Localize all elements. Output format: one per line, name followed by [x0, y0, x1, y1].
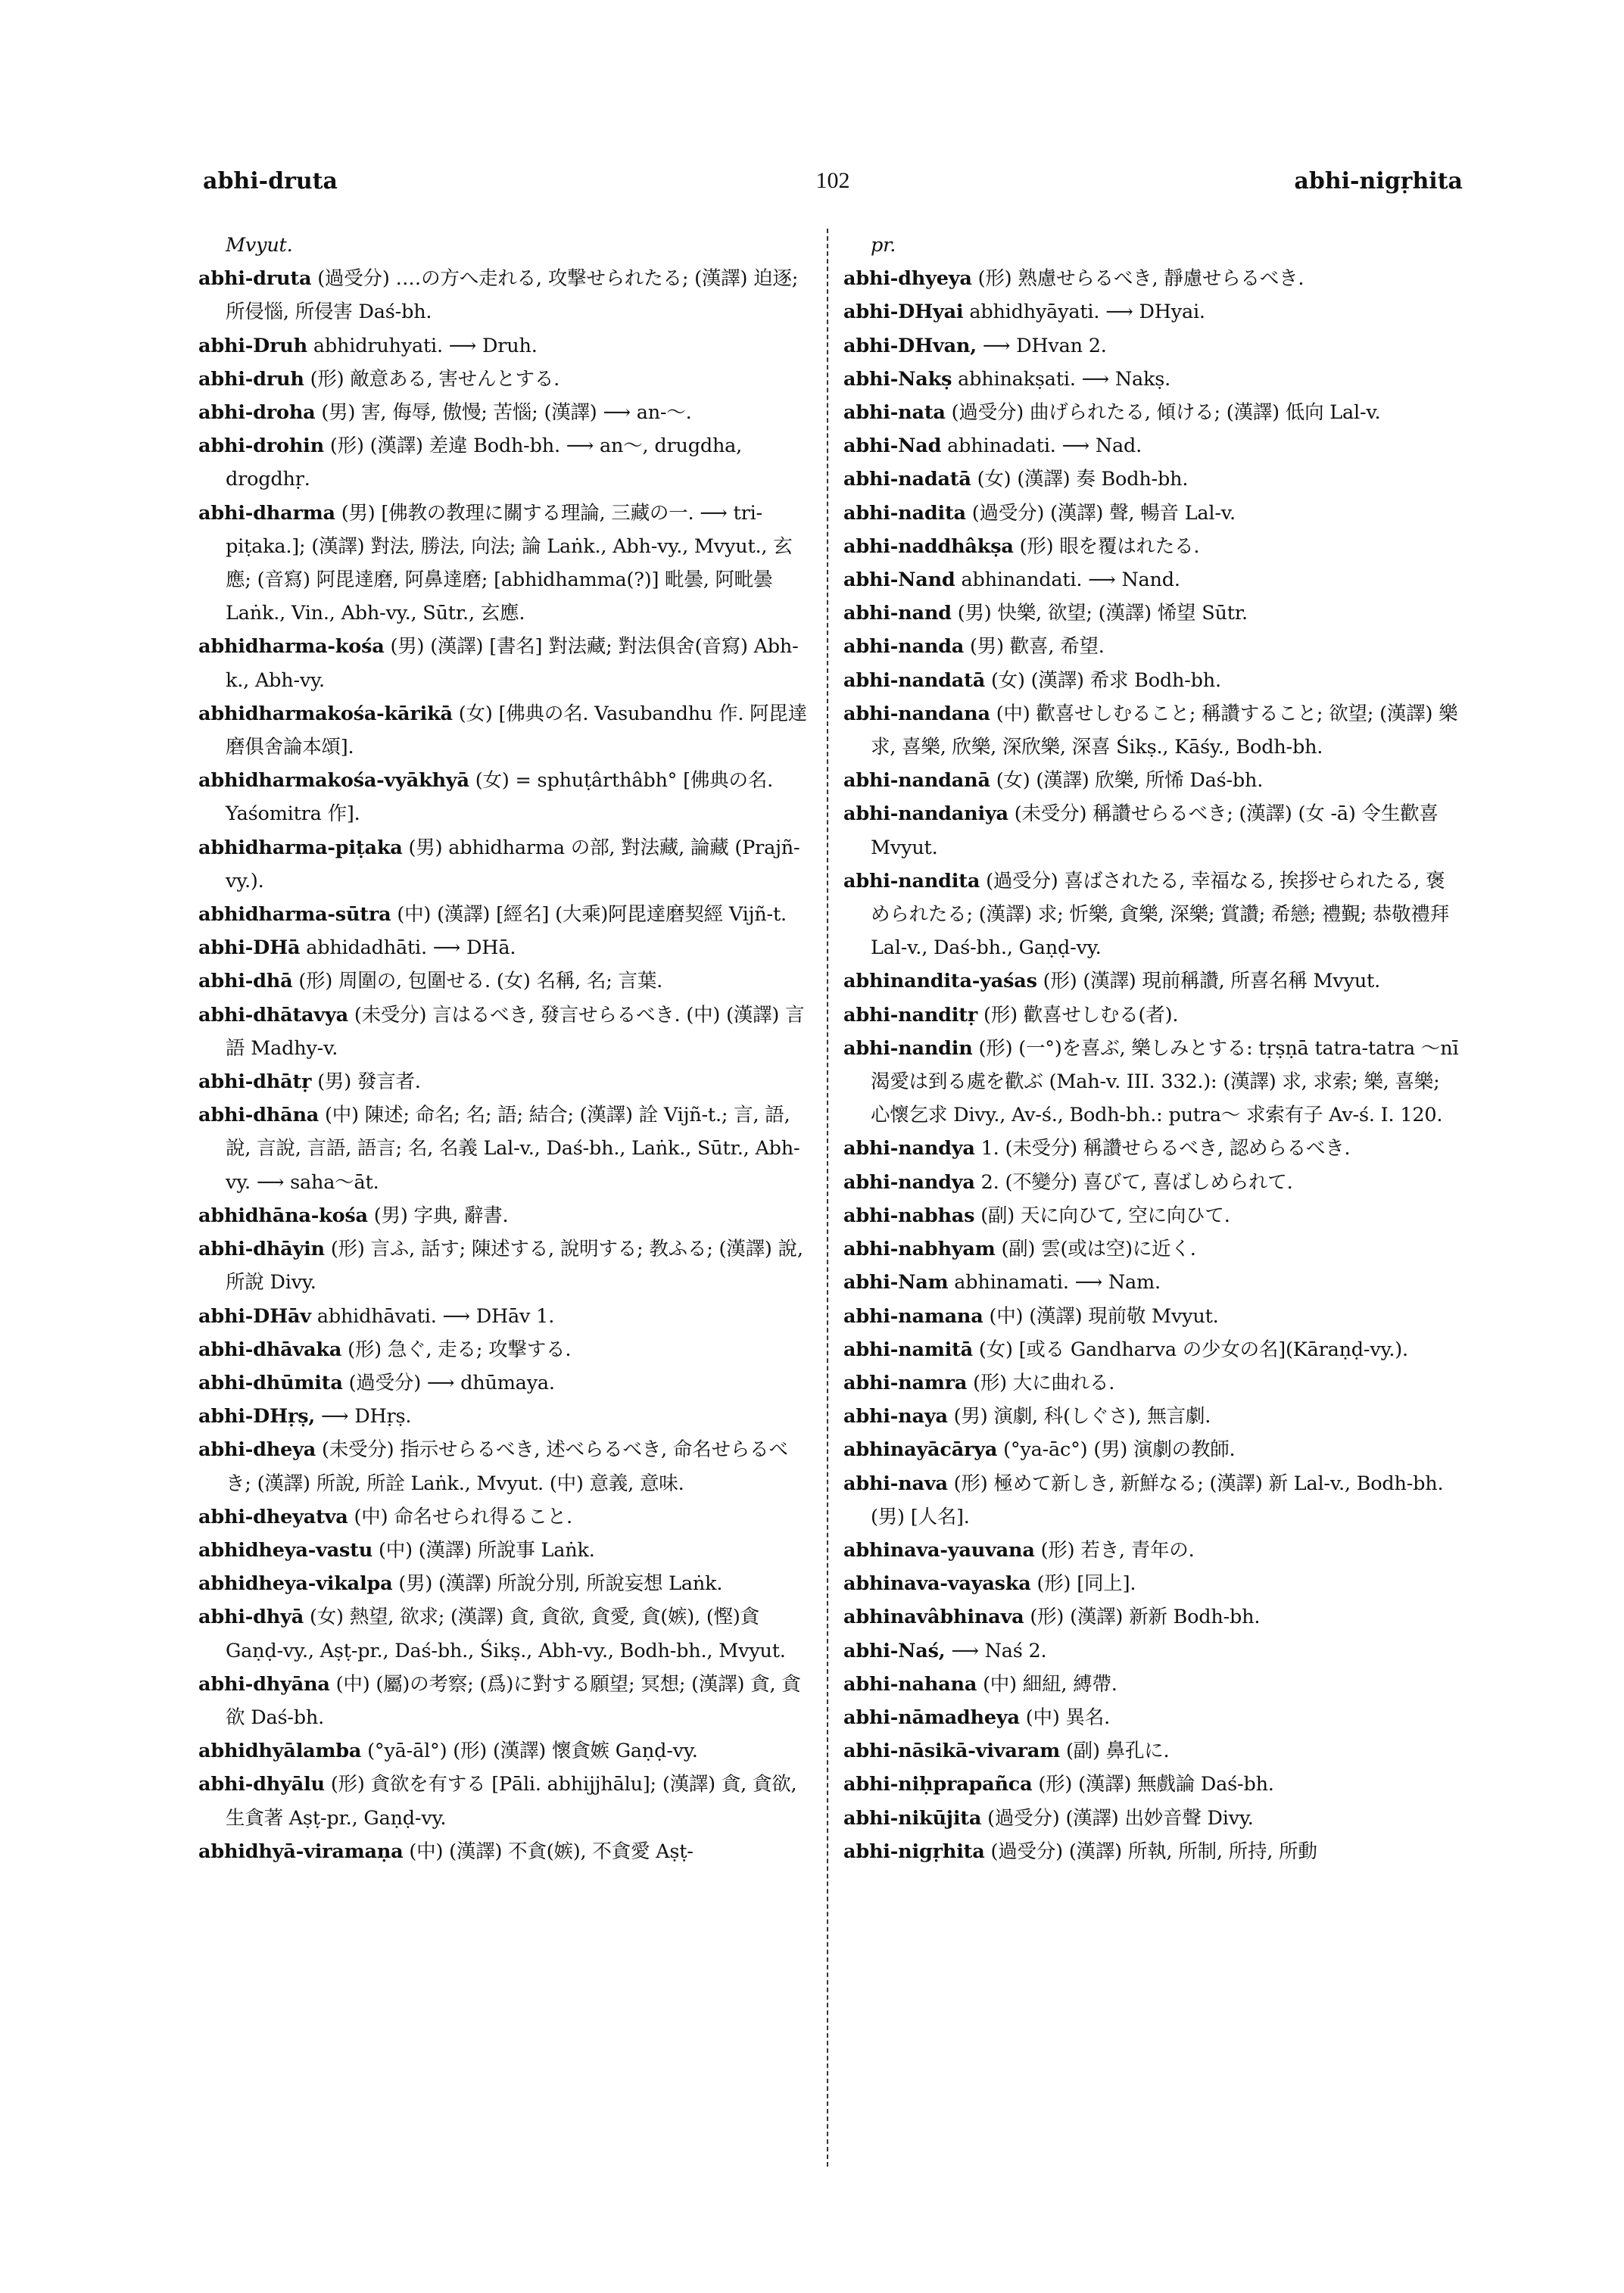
grammar-label: (形)	[329, 435, 364, 458]
headword: abhidharma-kośa	[198, 635, 385, 659]
dictionary-entry	[843, 697, 1463, 764]
dictionary-entry	[843, 865, 1463, 965]
headword: abhi-Nad	[843, 435, 942, 458]
headword: abhi-dhāna	[198, 1104, 320, 1127]
definition: (漢譯) 現前稱讚, 所喜名稱 Mvyut.	[1083, 970, 1381, 993]
dictionary-entry	[843, 1032, 1463, 1132]
dictionary-entry	[198, 831, 812, 898]
dictionary-entry	[198, 1065, 812, 1098]
dictionary-entry	[843, 1534, 1463, 1567]
dictionary-entry	[843, 1668, 1463, 1701]
left-column	[198, 229, 812, 2151]
dictionary-entry	[843, 1199, 1463, 1232]
dictionary-entry	[843, 463, 1463, 496]
dictionary-entry	[843, 664, 1463, 697]
definition: 陳述; 命名; 名; 語; 結合; (漢譯) 詮 Vijñ-t.; 言, 語, 說, 言說, 言語, 語言; 名, 名義 Lal-v., Daś-bh., Laṅk., Sūtr., Abh-vy. ⟶ saha～āt.	[226, 1104, 800, 1194]
headword: abhi-nandatā	[843, 668, 986, 692]
definition: (漢譯) 無戲論 Daś-bh.	[1078, 1773, 1274, 1796]
headword: abhi-nandya	[843, 1170, 975, 1194]
definition: 言はるべき, 發言せらるべき. (中) (漢譯) 言語 Madhy-v.	[226, 1003, 805, 1060]
headword: abhi-DHāv	[198, 1304, 311, 1328]
grammar-label: (男)	[341, 501, 376, 525]
dictionary-entry	[198, 630, 812, 696]
definition: 雲(或は空)に近く.	[1041, 1238, 1196, 1261]
definition: abhidhyāyati. ⟶ DHyai.	[969, 301, 1205, 324]
grammar-label: (女)	[977, 468, 1011, 491]
headword: abhi-dhyā	[198, 1606, 304, 1629]
definition: (漢譯) 欣樂, 所悕 Daś-bh.	[1036, 769, 1264, 793]
headword: abhi-druta	[198, 267, 312, 291]
definition: ⟶ DHṛṣ.	[320, 1405, 412, 1428]
dictionary-entry	[843, 1567, 1463, 1600]
dictionary-entry	[198, 1835, 812, 1868]
dictionary-entry	[843, 1467, 1463, 1534]
grammar-label: (°yā-āl°) (形)	[367, 1740, 488, 1763]
grammar-label: (形)	[298, 970, 333, 993]
definition: [同上].	[1077, 1572, 1136, 1596]
definition: [佛教の教理に關する理論, 三藏の一. ⟶ tri-piṭaka.]; (漢譯) 對法, 勝法, 向法; 論 Laṅk., Abh-vy., Mvyut., 玄應; (音寫) 阿毘達磨, 阿鼻達磨; [abhidhamma(?)] 毗曇, 阿毗曇 Laṅk., Vin., Abh-vy., Sūtr., 玄應.	[226, 501, 793, 625]
grammar-label: (未受分)	[322, 1438, 394, 1462]
headword: abhi-dhyeya	[843, 267, 972, 291]
grammar-label: (未受分)	[354, 1003, 427, 1027]
dictionary-entry	[198, 1300, 812, 1333]
headword: abhi-dhā	[198, 970, 293, 993]
dictionary-entry	[198, 1668, 812, 1734]
grammar-label: 2. (不變分)	[980, 1170, 1077, 1194]
dictionary-entry	[198, 262, 812, 329]
definition: abhinakṣati. ⟶ Nakṣ.	[958, 367, 1171, 391]
grammar-label: (形)	[953, 1472, 988, 1495]
headword: abhi-dhāyin	[198, 1238, 325, 1261]
headword: abhi-namra	[843, 1371, 968, 1394]
grammar-label: (過受分)	[951, 401, 1024, 425]
grammar-label: (女)	[458, 702, 493, 725]
definition: 周圍の, 包圍せる. (女) 名稱, 名; 言葉.	[338, 970, 663, 993]
definition: 鼻孔に.	[1105, 1740, 1170, 1763]
definition: 急ぐ, 走る; 攻撃する.	[387, 1338, 572, 1361]
definition: [或る Gandharva の少女の名](Kāraṇḍ-vy.).	[1018, 1338, 1408, 1361]
headword: abhi-drohin	[198, 435, 325, 458]
dictionary-entry	[843, 1433, 1463, 1466]
definition: 命名せられ得ること.	[394, 1505, 572, 1528]
definition: abhinamati. ⟶ Nam.	[954, 1271, 1161, 1294]
grammar-label: (中)	[989, 1304, 1024, 1328]
dictionary-entry	[198, 1433, 812, 1500]
dictionary-entry	[843, 1835, 1463, 1868]
page-number: 102	[815, 168, 850, 193]
grammar-label: (形)	[983, 1003, 1018, 1027]
headword: abhi-nabhyam	[843, 1238, 996, 1261]
grammar-label: (女)	[990, 668, 1025, 692]
headword: abhi-DHyai	[843, 301, 964, 324]
headword: abhi-nandana	[843, 702, 990, 725]
dictionary-entry	[843, 1266, 1463, 1299]
grammar-label: (男)	[957, 602, 992, 625]
dictionary-entry	[843, 1802, 1463, 1835]
definition: (漢譯) 奏 Bodh-bh.	[1017, 468, 1189, 491]
headword: abhi-nanditṛ	[843, 1003, 978, 1027]
definition: 歡喜せしむること; 稱讚すること; 欲望; (漢譯) 樂求, 喜樂, 欣樂, 深欣樂, 深喜 Śikṣ., Kāśy., Bodh-bh.	[871, 702, 1458, 759]
grammar-label: (形)	[310, 367, 344, 391]
dictionary-entry	[198, 1500, 812, 1534]
definition: 演劇, 科(しぐさ), 無言劇.	[993, 1405, 1211, 1428]
definition: 細紐, 縛帶.	[1022, 1672, 1117, 1696]
dictionary-entry	[843, 1634, 1463, 1668]
grammar-label: (形)	[348, 1338, 382, 1361]
dictionary-entry	[843, 1600, 1463, 1634]
dictionary-entry	[843, 396, 1463, 429]
dictionary-entry	[843, 764, 1463, 797]
definition: abhidhāvati. ⟶ DHāv 1.	[316, 1304, 555, 1328]
grammar-label: (中)	[409, 1840, 444, 1863]
headword: abhi-niḥprapañca	[843, 1773, 1033, 1796]
headword: abhi-DHṛṣ,	[198, 1405, 316, 1428]
grammar-label: (男)	[390, 635, 425, 659]
definition: (漢譯) 不貪(嫉), 不貪愛 Aṣṭ-	[449, 1840, 694, 1863]
grammar-label: (女)	[996, 769, 1030, 793]
definition: (漢譯) 所說分別, 所說妄想 Laṅk.	[438, 1572, 723, 1596]
definition: (漢譯) 差違 Bodh-bh. ⟶ an～, drugdha, drogdhṛ.	[226, 435, 743, 491]
definition: (漢譯) 出妙音聲 Divy.	[1065, 1806, 1254, 1830]
headword: abhi-Nam	[843, 1271, 949, 1294]
headword: abhi-Nand	[843, 569, 955, 592]
headword: abhi-Naś,	[843, 1639, 946, 1662]
headword: abhi-dhyāna	[198, 1672, 330, 1696]
headword: abhi-DHvan,	[843, 334, 977, 357]
headword: abhi-nikūjita	[843, 1806, 982, 1830]
dictionary-entry	[843, 630, 1463, 663]
headword: abhi-nandita	[843, 869, 980, 893]
definition: 大に曲れる.	[1012, 1371, 1115, 1394]
definition: 演劇の教師.	[1133, 1438, 1236, 1462]
definition: (漢譯) [經名] (大乘)阿毘達磨契經 Vijñ-t.	[437, 903, 787, 927]
dictionary-entry	[198, 497, 812, 631]
dictionary-entry	[198, 1232, 812, 1299]
headword: abhi-nahana	[843, 1672, 977, 1696]
grammar-label: (形)	[1019, 534, 1054, 558]
definition: ⟶ dhūmaya.	[426, 1371, 555, 1394]
headword: abhi-nand	[843, 602, 952, 625]
definition: abhidharma の部, 對法藏, 論藏 (Prajñ-vy.).	[226, 836, 800, 893]
grammar-label: (女)	[978, 1338, 1013, 1361]
dictionary-entry	[198, 329, 812, 363]
grammar-label: (形)	[1030, 1606, 1064, 1629]
grammar-label: (中)	[983, 1672, 1017, 1696]
grammar-label: (形)	[973, 1371, 1007, 1394]
definition: (一°)を喜ぶ, 樂しみとする: tṛṣṇā tatra-tatra ～nī 渴愛は到る處を歡ぶ (Mah-v. III. 332.): (漢譯) 求, 求索; 樂, 喜樂; 心懷乞求 Divy., Av-ś., Bodh-bh.: putra～ 求索有子 Av-ś. I. 120.	[871, 1036, 1459, 1127]
grammar-label: (副)	[1065, 1740, 1100, 1763]
definition: 貪欲を有する [Pāli. abhijjhālu]; (漢譯) 貪, 貪欲, 生貪著 Aṣṭ-pr., Gaṇḍ-vy.	[226, 1773, 797, 1830]
definition: = sphuṭârthâbh° [佛典の名. Yaśomitra 作].	[226, 769, 773, 826]
definition: 極めて新しき, 新鮮なる; (漢譯) 新 Lal-v., Bodh-bh. (男) [人名].	[871, 1472, 1444, 1528]
dictionary-entry	[843, 295, 1463, 329]
grammar-label: (過受分)	[987, 1806, 1060, 1830]
grammar-label: (中)	[1025, 1706, 1060, 1729]
headword: abhinava-vayaska	[843, 1572, 1031, 1596]
grammar-label: (形)	[1043, 970, 1077, 993]
dictionary-entry	[843, 1701, 1463, 1734]
dictionary-entry	[198, 396, 812, 429]
headword: abhi-dheya	[198, 1438, 316, 1462]
grammar-label: (形)	[978, 1036, 1013, 1060]
dictionary-entry	[198, 931, 812, 964]
headword: abhi-nandaniya	[843, 802, 1008, 826]
definition: 言ふ, 話す; 陳述する, 說明する; 教ふる; (漢譯) 說, 所說 Divy.	[226, 1238, 803, 1294]
dictionary-entry	[843, 597, 1463, 630]
dictionary-entry	[198, 1098, 812, 1199]
headword: abhi-naya	[843, 1405, 948, 1428]
dictionary-entry	[843, 1166, 1463, 1199]
headword: abhi-dharma	[198, 501, 335, 525]
definition: abhinadati. ⟶ Nad.	[947, 435, 1142, 458]
dictionary-entry	[843, 563, 1463, 597]
headword: abhinava-yauvana	[843, 1538, 1035, 1562]
headword: abhi-dhātavya	[198, 1003, 348, 1027]
grammar-label: (形)	[977, 267, 1012, 291]
headword: abhinayācārya	[843, 1438, 998, 1462]
grammar-label: (男)	[953, 1405, 988, 1428]
dictionary-entry	[843, 964, 1463, 998]
dictionary-entry	[198, 764, 812, 830]
definition: 稱讚せらるべき, 認めらるべき.	[1083, 1137, 1351, 1161]
headword: abhi-dheyatva	[198, 1505, 348, 1528]
dictionary-entry	[198, 964, 812, 998]
dictionary-entry	[198, 1600, 812, 1667]
headword: abhi-namitā	[843, 1338, 973, 1361]
continuation-text: pr.	[871, 234, 896, 257]
dictionary-entry	[843, 530, 1463, 563]
column-divider	[827, 229, 828, 2167]
headword: abhidharma-piṭaka	[198, 836, 403, 859]
dictionary-entry	[198, 898, 812, 931]
definition: 敵意ある, 害せんとする.	[350, 367, 560, 391]
headword: abhi-dhyālu	[198, 1773, 325, 1796]
grammar-label: (男)	[398, 1572, 433, 1596]
definition: 歡喜せしむる(者).	[1023, 1003, 1179, 1027]
grammar-label: (女)	[475, 769, 510, 793]
definition: abhidadhāti. ⟶ DHā.	[306, 936, 516, 960]
dictionary-entry	[198, 1400, 812, 1433]
headword: abhidhyā-viramaṇa	[198, 1840, 404, 1863]
headword: abhidhāna-kośa	[198, 1204, 368, 1227]
headword: abhidheya-vikalpa	[198, 1572, 393, 1596]
headword: abhi-DHā	[198, 936, 301, 960]
definition: 若き, 青年の.	[1080, 1538, 1195, 1562]
definition: (漢譯) 所執, 所制, 所持, 所動	[1068, 1840, 1317, 1863]
dictionary-entry	[198, 1366, 812, 1400]
definition: (漢譯) 聲, 暢音 Lal-v.	[1050, 501, 1236, 525]
headword: abhinandita-yaśas	[843, 970, 1037, 993]
definition: (漢譯) 希求 Bodh-bh.	[1030, 668, 1221, 692]
grammar-label: (過受分)	[990, 1840, 1063, 1863]
headword: abhi-nandanā	[843, 769, 990, 793]
headword: abhidheya-vastu	[198, 1538, 373, 1562]
grammar-label: (男)	[321, 401, 356, 425]
definition: 害, 侮辱, 傲慢; 苦惱; (漢譯) ⟶ an-～.	[361, 401, 692, 425]
headword: abhi-nandin	[843, 1036, 973, 1060]
grammar-label: (中)	[379, 1538, 413, 1562]
grammar-label: (°ya-āc°) (男)	[1003, 1438, 1128, 1462]
grammar-label: (形)	[1040, 1538, 1075, 1562]
dictionary-entry	[198, 429, 812, 496]
dictionary-entry	[198, 1768, 812, 1834]
definition: 指示せらるべき, 述べらるべき, 命名せらるべき; (漢譯) 所說, 所詮 Laṅk., Mvyut. (中) 意義, 意味.	[226, 1438, 788, 1495]
definition: 字典, 辭書.	[413, 1204, 509, 1227]
definition: 天に向ひて, 空に向ひて.	[1020, 1204, 1230, 1227]
running-head-right: abhi-nigṛhita	[1294, 168, 1463, 195]
headword: abhi-nadita	[843, 501, 966, 525]
dictionary-entry	[843, 1768, 1463, 1801]
grammar-label: (過受分)	[348, 1371, 421, 1394]
definition: (漢譯) [書名] 對法藏; 對法俱舍(音寫) Abh-k., Abh-vy.	[226, 635, 799, 692]
headword: abhi-nabhas	[843, 1204, 975, 1227]
dictionary-entry	[843, 1132, 1463, 1165]
definition: (漢譯) 現前敬 Mvyut.	[1029, 1304, 1219, 1328]
definition: 喜ばされたる, 幸福なる, 挨拶せられたる, 褒められたる; (漢譯) 求; 忻樂, 貪樂, 深樂; 賞讚; 希戀; 禮覲; 恭敬禮拜 Lal-v., Daś-bh., Gaṇḍ-vy.	[871, 869, 1450, 960]
definition: ⟶ Naś 2.	[951, 1639, 1047, 1662]
dictionary-entry	[198, 999, 812, 1065]
grammar-label: (中)	[996, 702, 1030, 725]
grammar-label: (男)	[373, 1204, 408, 1227]
definition: 喜びて, 喜ばしめられて.	[1083, 1170, 1293, 1194]
dictionary-entry	[843, 1333, 1463, 1366]
dictionary-entry	[843, 1400, 1463, 1433]
grammar-label: (過受分)	[986, 869, 1058, 893]
headword: abhi-droha	[198, 401, 316, 425]
grammar-label: (形)	[330, 1773, 365, 1796]
right-column	[843, 229, 1463, 2151]
grammar-label: (副)	[1001, 1238, 1036, 1261]
headword: abhi-nigṛhita	[843, 1840, 985, 1863]
grammar-label: (女)	[309, 1606, 344, 1629]
definition: 異名.	[1065, 1706, 1111, 1729]
headword: abhi-namana	[843, 1304, 983, 1328]
grammar-label: (中)	[335, 1672, 370, 1696]
definition: 熱望, 欲求; (漢譯) 貪, 貪欲, 貪愛, 貪(嫉), (慳)貪 Gaṇḍ-vy., Aṣṭ-pr., Daś-bh., Śikṣ., Abh-vy., Bodh-bh., Mvyut.	[226, 1606, 786, 1662]
dictionary-entry	[843, 262, 1463, 295]
grammar-label: (副)	[980, 1204, 1015, 1227]
definition: (漢譯) 所說事 Laṅk.	[418, 1538, 595, 1562]
definition: abhidruhyati. ⟶ Druh.	[313, 334, 538, 357]
dictionary-entry	[843, 999, 1463, 1032]
headword: abhi-nanda	[843, 635, 965, 659]
headword: abhidhyālamba	[198, 1740, 362, 1763]
definition: abhinandati. ⟶ Nand.	[961, 569, 1180, 592]
grammar-label: (過受分)	[971, 501, 1045, 525]
continuation-text: Mvyut.	[226, 234, 293, 257]
dictionary-entry	[843, 497, 1463, 530]
grammar-label: (中)	[397, 903, 432, 927]
definition: 稱讚せらるべき; (漢譯) (女 -ā) 令生歡喜 Mvyut.	[871, 802, 1439, 859]
dictionary-entry	[843, 1300, 1463, 1333]
headword: abhi-nāsikā-vivaram	[843, 1740, 1061, 1763]
dictionary-entry	[843, 329, 1463, 363]
grammar-label: (形)	[330, 1238, 365, 1261]
definition: 熟慮せらるべき, 靜慮せらるべき.	[1018, 267, 1304, 291]
headword: abhi-Druh	[198, 334, 307, 357]
dictionary-entry	[198, 1567, 812, 1600]
dictionary-entry	[843, 1366, 1463, 1400]
grammar-label: (未受分)	[1014, 802, 1087, 826]
definition: 歡喜, 希望.	[1009, 635, 1105, 659]
dictionary-entry	[198, 697, 812, 764]
dictionary-entry	[198, 1734, 812, 1768]
headword: abhinavâbhinava	[843, 1606, 1024, 1629]
definition: (屬)の考察; (爲)に對する願望; 冥想; (漢譯) 貪, 貪欲 Daś-bh.	[226, 1672, 801, 1729]
definition: 曲げられたる, 傾ける; (漢譯) 低向 Lal-v.	[1029, 401, 1381, 425]
page-header	[203, 168, 1463, 198]
definition: 快樂, 欲望; (漢譯) 悕望 Sūtr.	[997, 602, 1248, 625]
headword: abhi-nava	[843, 1472, 948, 1495]
grammar-label: 1. (未受分)	[980, 1137, 1077, 1161]
grammar-label: (男)	[970, 635, 1004, 659]
definition: (漢譯) 懷貪嫉 Gaṇḍ-vy.	[492, 1740, 698, 1763]
headword: abhi-nāmadheya	[843, 1706, 1020, 1729]
headword: abhi-dhātṛ	[198, 1070, 312, 1094]
definition: 眼を覆はれたる.	[1059, 534, 1200, 558]
definition: ‥‥の方へ走れる, 攻撃せられたる; (漢譯) 迫逐; 所侵惱, 所侵害 Daś-bh.	[226, 267, 799, 324]
headword: abhi-dhāvaka	[198, 1338, 342, 1361]
headword: abhi-nadatā	[843, 468, 971, 491]
dictionary-entry	[198, 1333, 812, 1366]
headword: abhi-nata	[843, 401, 946, 425]
dictionary-entry	[843, 363, 1463, 396]
headword: abhi-druh	[198, 367, 304, 391]
headword: abhi-nandya	[843, 1137, 975, 1161]
running-head-left: abhi-druta	[203, 168, 338, 195]
dictionary-entry	[843, 797, 1463, 864]
headword: abhidharmakośa-kārikā	[198, 702, 453, 725]
headword: abhi-dhūmita	[198, 1371, 343, 1394]
grammar-label: (形)	[1036, 1572, 1071, 1596]
dictionary-entry	[198, 1534, 812, 1567]
dictionary-entry	[843, 1232, 1463, 1266]
grammar-label: (過受分)	[317, 267, 390, 291]
headword: abhi-Nakṣ	[843, 367, 952, 391]
grammar-label: (中)	[325, 1104, 359, 1127]
definition: ⟶ DHvan 2.	[982, 334, 1107, 357]
headword: abhidharmakośa-vyākhyā	[198, 769, 469, 793]
grammar-label: (形)	[1038, 1773, 1073, 1796]
dictionary-entry	[198, 363, 812, 396]
headword: abhi-naddhâkṣa	[843, 534, 1014, 558]
definition: [佛典の名. Vasubandhu 作. 阿毘達磨俱舍論本頌].	[226, 702, 808, 759]
grammar-label: (男)	[408, 836, 443, 859]
dictionary-entry	[843, 1734, 1463, 1768]
dictionary-entry	[198, 1199, 812, 1232]
definition: 發言者.	[357, 1070, 421, 1094]
grammar-label: (中)	[354, 1505, 388, 1528]
dictionary-entry	[843, 429, 1463, 463]
definition: (漢譯) 新新 Bodh-bh.	[1070, 1606, 1261, 1629]
headword: abhidharma-sūtra	[198, 903, 391, 927]
grammar-label: (男)	[317, 1070, 351, 1094]
